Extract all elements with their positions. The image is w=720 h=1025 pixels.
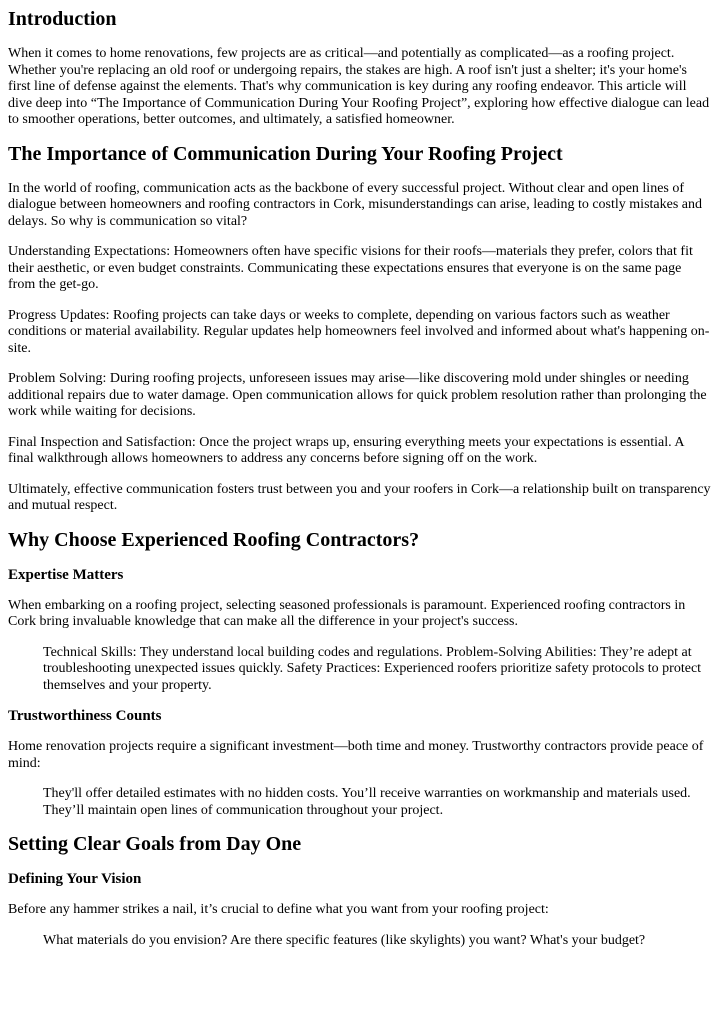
subheading-defining-vision: Defining Your Vision — [8, 871, 142, 887]
paragraph-expertise: When embarking on a roofing project, selecting seasoned professionals is paramount. Experienced roofing contractors in Cork bring invaluable knowledge that can make all the difference in your project's success. — [8, 597, 686, 629]
subheading-trustworthiness: Trustworthiness Counts — [8, 708, 162, 724]
paragraph-final-inspection: Final Inspection and Satisfaction: Once the project wraps up, ensuring everything meets your expectations is essential. A final walkthrough allows homeowners to address any concerns before signing off on the work. — [8, 434, 684, 466]
article — [0, 8, 720, 949]
paragraph-understanding-expectations: Understanding Expectations: Homeowners often have specific visions for their roofs—materials they prefer, colors that fit their aesthetic, or even budget constraints. Communicating these expectations ensures that everyone is on the same page from the get-go. — [8, 244, 693, 292]
heading-clear-goals: Setting Clear Goals from Day One — [8, 833, 302, 855]
paragraph-importance-1: In the world of roofing, communication acts as the backbone of every successful project. Without clear and open lines of dialogue between homeowners and roofing contractors in Cork, misunderstandings can arise, leading to costly mistakes and delays. So why is communication so vital? — [8, 180, 702, 229]
paragraph-ultimately: Ultimately, effective communication fosters trust between you and your roofers in Cork—a relationship built on transparency and mutual respect. — [8, 481, 711, 513]
paragraph-introduction: When it comes to home renovations, few projects are as critical—and potentially as complicated—as a roofing project. Whether you're replacing an old roof or undergoing repairs, the stakes are high. A roof isn't just a shelter; it's your home's first line of defense against the elements. That's why communication is key during any roofing endeavor. This article will dive deep into “The Importance of Communication During Your Roofing Project”, exploring how effective dialogue can lead to smoother operations, better outcomes, and ultimately, a satisfied homeowner. — [8, 46, 710, 127]
quote-expertise: Technical Skills: They understand local building codes and regulations. Problem-Solving Abilities: They’re adept at troubleshooting unexpected issues quickly. Safety Practices: Experienced roofers prioritize safety protocols to protect themselves and your property. — [43, 644, 702, 693]
heading-experienced-contractors: Why Choose Experienced Roofing Contractors? — [8, 528, 420, 551]
quote-defining-vision: What materials do you envision? Are there specific features (like skylights) you want? What's your budget? — [43, 932, 646, 948]
subheading-expertise: Expertise Matters — [8, 566, 124, 583]
paragraph-defining-vision: Before any hammer strikes a nail, it’s crucial to define what you want from your roofing project: — [8, 902, 549, 917]
paragraph-trustworthiness: Home renovation projects require a significant investment—both time and money. Trustworthy contractors provide peace of mind: — [8, 739, 704, 771]
quote-trustworthiness: They'll offer detailed estimates with no hidden costs. You’ll receive warranties on workmanship and materials used. They’ll maintain open lines of communication throughout your project. — [43, 786, 691, 818]
heading-introduction: Introduction — [8, 8, 117, 30]
paragraph-problem-solving: Problem Solving: During roofing projects, unforeseen issues may arise—like discovering mold under shingles or needing additional repairs due to water damage. Open communication allows for quick problem resolution rather than prolonging the work while waiting for decisions. — [8, 371, 707, 419]
heading-importance: The Importance of Communication During Your Roofing Project — [8, 142, 563, 165]
paragraph-progress-updates: Progress Updates: Roofing projects can take days or weeks to complete, depending on various factors such as weather conditions or material availability. Regular updates help homeowners feel involved and informed about what's happening on-site. — [8, 307, 710, 356]
